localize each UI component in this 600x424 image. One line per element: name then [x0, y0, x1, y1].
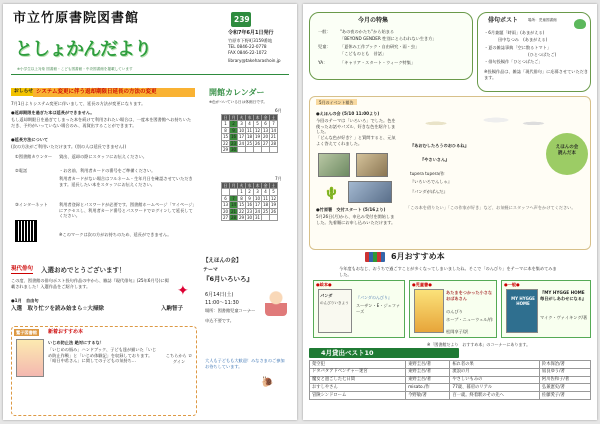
ranking-book-author: 今野敏/著: [406, 392, 450, 400]
general-book-author: マイク・ヴァイキング/著: [540, 315, 588, 320]
calendar-weekday: 金: [263, 115, 268, 120]
ranking-book-author: 東野圭吾/著: [406, 368, 450, 376]
table-row: [310, 392, 591, 400]
haiku-item: ・俳句投稿作「ひとつばたご」: [484, 59, 543, 64]
calendar-day: 7: [270, 121, 278, 127]
childrens-book-sub: のんびり: [446, 309, 463, 314]
ehon-theme-label: テーマ: [203, 267, 219, 273]
calendar-weekday: 金: [263, 183, 268, 188]
ranking-book-author: 鈴木保冶/著: [539, 361, 590, 369]
event-book: 『パンダがぱんだ』: [410, 189, 448, 194]
calendar-day: 13: [222, 202, 229, 208]
calendar-day: 4: [246, 121, 254, 127]
table-row: [310, 361, 591, 369]
notice-sub2: ●延長方法について: [11, 137, 49, 142]
calendar-day: 9: [246, 195, 254, 201]
calendar-day: 23: [230, 140, 237, 146]
feature-row-label: 一般：: [318, 29, 331, 34]
osusume-corner-note: ※「図書館だより おすすめ本」のコーナーにあります。: [427, 342, 531, 347]
calendar-weekday: 土: [271, 115, 276, 120]
frog-icon: [574, 19, 586, 29]
ranking-table: [309, 360, 591, 400]
haiku-item-note: ※投稿作品は、雑誌「現代俳句」に応募させていただきます。: [484, 69, 589, 80]
library-logo-text: としょかんだより: [15, 39, 151, 60]
event-book: 『あおむしたろうのおひるね』: [410, 143, 469, 148]
haiku-body: この度、図書館の俳句ポスト投句作品の中から、雑誌『現代俳句』(25年6月号)に掲載されました！入選作品をご紹介します。: [11, 278, 169, 289]
calendar-day: 9: [230, 127, 238, 133]
calendar-day: 22: [238, 208, 245, 214]
notice-sub2-note: (次の方法がご利用いただけます。(別の人は延長できません)): [11, 144, 127, 149]
ranking-table-wrap: [309, 360, 591, 400]
calendar-day: [254, 146, 262, 152]
calendar-day: [238, 146, 246, 152]
calendar-day: 2: [230, 121, 238, 127]
qr-code[interactable]: [15, 220, 37, 242]
event-body-1: 今回のテーマは「いろいろ」でした。色を使ったお話やパズル、好きな色を紹介しました。: [316, 118, 396, 135]
ehon-read-callout-text: えほんの会 読んだ本: [555, 145, 583, 157]
calendar-day: 28: [230, 214, 237, 220]
calendar-day: 31: [254, 214, 261, 220]
calendar-day: 19: [254, 134, 261, 140]
event-tag: 5月のイベント報告: [316, 99, 357, 105]
animal-illustration: [406, 103, 556, 137]
ehon-note: 申込不要です。: [205, 318, 234, 323]
ranking-heading-bar: [309, 348, 459, 358]
calendar-day: 1: [222, 121, 230, 127]
calendar-day: 1: [238, 189, 246, 195]
kids-book-title: いじめ防止法 絶対にするな！: [48, 340, 104, 345]
general-book-card: [501, 280, 591, 338]
haiku-heading: 入選おめでとうございます！: [41, 266, 126, 274]
picture-book-tag: ●絵本●: [316, 282, 332, 287]
ehon-read-callout: [546, 133, 588, 175]
party-popper-icon: ✦: [177, 283, 189, 299]
calendar-weekday: 土: [271, 183, 276, 188]
calendar-day: 16: [246, 202, 253, 208]
calendar-weekday: 木: [255, 183, 260, 188]
calendar-day: 19: [270, 202, 277, 208]
calendar-day: [246, 146, 254, 152]
calendar-day: [270, 146, 278, 152]
calendar-day: 27: [222, 214, 229, 220]
ehon-theme: 『6月いろいろ』: [203, 275, 254, 283]
general-book-tag: ●一般●: [504, 282, 520, 287]
calendar-weekday: 日: [223, 183, 228, 188]
childrens-book-card: [409, 280, 497, 338]
library-tel: TEL 0846-22-0778: [228, 44, 267, 49]
calendar-day: 2: [246, 189, 254, 195]
calendar-weekday: 月: [231, 115, 236, 120]
picture-book-card: [313, 280, 405, 338]
haiku-post-section: [477, 12, 591, 92]
kids-book-text: 「いじめの悩み」ハンドブック、子ども達が描いた「いじめ防止作戦」と「いじめ体験記」を収録しております。「暗日中希さん」に関しての子どもの気持ち…: [48, 347, 157, 364]
haiku-post-heading: 俳句ポスト: [488, 17, 519, 24]
calendar-day: 6: [262, 121, 270, 127]
calendar-day: 25: [262, 208, 269, 214]
ranking-book-author: 東野圭吾/著: [406, 376, 450, 384]
calendar-day: 23: [246, 208, 253, 214]
calendar-day: 7: [230, 195, 238, 201]
calendar-day: 14: [270, 127, 277, 133]
method-text: 利用者登録とパスワードが必要です。図書館ホームページ「マイページ」にアクセスし、利用者カード番号とパスワードでログインして延長してください。: [59, 202, 195, 219]
calendar-month-july: 7月: [275, 176, 282, 181]
feature-row-text: 「BEYOND GENDER 性別にとらわれない生き方」: [340, 36, 437, 41]
calendar-day: 20: [262, 134, 269, 140]
event-invite: 「この本を借りたい」「この作家が好き」など、お気軽にスタッフへ声をかけてください。: [406, 205, 576, 210]
general-book-sub: 『MY HYGGE HOME 毎日がしあわせになる』: [540, 290, 587, 301]
ehon-place: 場所：図書館児童コーナー: [205, 308, 256, 313]
haiku-item-author: (ひとつばたご): [528, 52, 557, 57]
notice-sub1: ●返却期限を過ぎた本は延長ができません。: [11, 110, 95, 115]
ranking-book-title: おすしやさん: [310, 384, 406, 392]
calendar-day: 11: [246, 127, 253, 133]
ranking-book-title: やさしいもみの: [450, 376, 540, 384]
osusume-heading: 6月おすすめ本: [391, 252, 445, 261]
calendar-day: 14: [230, 202, 237, 208]
feature-row-label: 児童：: [318, 44, 331, 49]
issue-badge: [231, 12, 251, 27]
haiku-item: ・夏の雑誌事典「空に散るトマト」: [484, 45, 552, 50]
method-label: ③インターネット: [15, 202, 48, 207]
ehon-section: [203, 258, 291, 398]
osusume-intro: 今年度もおなじ、おうちで過ごすことが多くなってしまいましたね。そこで「のんびり」をテーマに本を集めてみました。: [339, 266, 557, 277]
books-icon: [365, 252, 385, 262]
child-illustration: [265, 290, 287, 316]
haiku-rank: ●1月 自由句: [11, 298, 39, 303]
feature-row-text: "あの夜のかたち"から始まる: [340, 29, 395, 34]
event-book: 『いろいろでんしゃ』: [410, 179, 452, 184]
method-label: ②電話: [15, 168, 28, 173]
calendar-day: 29: [222, 146, 229, 152]
library-email: library@takeharashoin.jp: [228, 58, 281, 63]
calendar-weekday: 水: [247, 183, 252, 188]
calendar-weekday: 水: [247, 115, 252, 120]
haiku-entry: 入選 取り忙ツを読み始まら☆大掃除: [11, 306, 104, 312]
general-book-cover-title: MY HYGGE HOME: [511, 296, 535, 307]
method-text: ・お名前、利用者カードの番号をご準備ください。: [59, 168, 156, 173]
calendar-day: 28: [270, 140, 277, 146]
header-divider: [11, 74, 289, 75]
general-book-cover: [506, 289, 538, 333]
table-row: [310, 384, 591, 392]
calendar-day: 12: [254, 127, 261, 133]
table-row: [310, 376, 591, 384]
kids-read-link[interactable]: こちらから ログイン: [165, 353, 193, 364]
calendar-day: [262, 146, 270, 152]
calendar-day: 29: [238, 214, 245, 220]
calendar-day: 3: [238, 121, 246, 127]
feature-row-text: 「こどものとも 昔話」: [340, 51, 387, 56]
feature-heading: 今月の特集: [358, 17, 389, 24]
ehon-heading: 【えほんの会】: [203, 258, 242, 264]
calendar-day: 22: [222, 140, 229, 146]
calendar-week-row: [222, 146, 278, 152]
cactus-icon: 🌵: [324, 186, 339, 200]
newsletter-left-page: [3, 4, 297, 420]
calendar-day: 5: [254, 121, 262, 127]
kids-section: [11, 326, 197, 416]
method-text: 貸出、返却の際にスタッフにお伝えください。: [59, 154, 147, 159]
event-title-3: ●竹原署 交付スタート (5/16より): [316, 207, 386, 212]
notice-headline: システム変更に伴う返却期限日延長の方法の変更: [33, 88, 195, 97]
calendar-weekday: 月: [231, 183, 236, 188]
calendar-week-row: [222, 214, 278, 220]
calendar-day: 30: [230, 146, 237, 152]
haiku-post-place: 場所：児童図書館: [528, 18, 557, 22]
notice-tag: おしらせ: [11, 88, 36, 96]
feature-row-label: YA：: [318, 60, 328, 65]
calendar-day: 10: [254, 195, 261, 201]
method-text: 利用者カードがない場合はフルネーム・生年月日を確認させていただきます。延長したい本をスタッフにお伝えください。: [59, 176, 193, 187]
picture-book-author: 『パンダのんびり』: [356, 295, 392, 300]
calendar-day: 4: [262, 189, 270, 195]
calendar-day: 17: [238, 134, 245, 140]
ranking-book-title: ドタバタアドベンチャー迷宮: [310, 368, 406, 376]
picture-book-extra: スーザン・E・ジェファーズ: [356, 303, 401, 314]
ranking-book-title: 77歳、暮府のリアル: [450, 384, 540, 392]
calendar-month-june: 6月: [275, 108, 282, 113]
calendar-day: 8: [222, 127, 230, 133]
haiku-tag: 現代俳句: [11, 266, 33, 274]
newsletter-right-page: [303, 4, 597, 420]
calendar-day: 12: [270, 195, 277, 201]
method-label: ①図書館カウンター: [15, 154, 53, 159]
calendar-day: 26: [270, 208, 277, 214]
kids-tag: 鷺子図書館: [16, 329, 37, 335]
ehon-invite: 大人も子どもも大歓迎！みなさまのご参加お待ちしています。: [205, 358, 285, 369]
calendar-weekday: 日: [223, 115, 228, 120]
ranking-book-title: 冒険シンドローム: [310, 392, 406, 400]
event-title-1: ●えほんの会 (5/10 11:00より): [316, 111, 380, 116]
calendar-day: 27: [262, 140, 269, 146]
event-body-3: 5月26日(月)から、申込み受付を開始しました。先着順にお申し込みいただけます。: [316, 214, 396, 225]
picture-book-sub: のんびりいきよう: [320, 301, 349, 305]
calendar-day: 21: [230, 208, 237, 214]
event-photo: [348, 181, 392, 203]
calendar-day: 21: [270, 134, 277, 140]
calendar-day: 24: [254, 208, 261, 214]
calendar-day: 11: [262, 195, 269, 201]
haiku-item: 田中なつみ (あまがえる): [498, 37, 548, 42]
calendar-day: 13: [262, 127, 269, 133]
calendar-day: 26: [254, 140, 261, 146]
issue-date: 令和7年6月1日発行: [228, 30, 274, 36]
calendar-day: 24: [238, 140, 245, 146]
event-photo: [356, 153, 388, 177]
library-address: 竹原市下野町3159番地: [228, 38, 273, 43]
childrens-book-tag: ●児童書●: [412, 282, 432, 287]
ranking-book-title: 百一歳。終着駅のその先へ: [450, 392, 540, 400]
notice-body: 7月1日よりシステム変更に伴いまして、延長の方法が変更になります。: [11, 101, 146, 106]
library-fax: FAX 0846-22-1072: [228, 50, 267, 55]
event-section: [309, 96, 591, 250]
calendar-day: [270, 214, 278, 220]
childrens-book-cover: [414, 289, 444, 333]
ranking-book-title: 柘れ者の果: [450, 361, 540, 369]
ehon-date: 6月14日(土): [205, 292, 234, 298]
calendar-day: 15: [222, 134, 229, 140]
calendar-july: [221, 182, 278, 221]
osusume-section: [309, 252, 591, 340]
event-photo: [318, 153, 350, 177]
haiku-item: ・6月兼題「時雨」(あまがえる): [484, 30, 545, 35]
feature-row-text: 「キャリア・スタート・ウィーク特集」: [340, 60, 416, 65]
ranking-book-author: 東野圭吾/著: [406, 361, 450, 369]
qr-caption: ※このマークは次の方がお持ちのため、延長ができません。: [59, 232, 172, 237]
calendar-day: 6: [222, 195, 230, 201]
calendar-title: 開館カレンダー: [209, 88, 265, 97]
event-book: 『やさいさん』: [420, 157, 450, 162]
childrens-book-author: ホープ・ニューウェル/作: [446, 317, 494, 322]
kids-heading: 新着おすすめ本: [48, 329, 84, 335]
childrens-book-title: あたまをつかった小さなおばあさん: [446, 290, 493, 301]
ranking-book-author: 佐藤愛子/著: [539, 392, 590, 400]
calendar-day: 18: [246, 134, 253, 140]
notice-section: [11, 88, 197, 262]
kids-book-cover: [16, 339, 44, 377]
calendar-day: 3: [254, 189, 262, 195]
library-name: 市立竹原書院図書館: [13, 11, 140, 26]
calendar-day: 17: [254, 202, 261, 208]
ranking-book-author: misato./作: [406, 384, 450, 392]
issue-number: 239: [234, 15, 250, 24]
haiku-author: 入駒智子: [161, 306, 184, 312]
calendar-day: 25: [246, 140, 253, 146]
ranking-book-title: 魔女と過ごした七日間: [310, 376, 406, 384]
childrens-book-extra: 松岡享子/訳: [446, 329, 469, 334]
calendar-day: [262, 214, 270, 220]
feature-row-text: 「夏休み工作ブック・自由研究・雨・虫」: [340, 44, 420, 49]
ranking-book-author: 阿川佐和子/著: [539, 376, 590, 384]
ranking-book-title: 架空犯: [310, 361, 406, 369]
calendar-day: 30: [246, 214, 253, 220]
calendar-weekday: 木: [255, 115, 260, 120]
calendar-weekday: 火: [239, 115, 244, 120]
event-body-1b: 「どんな色が好き？」と質問すると、元気よく答えてくれました。: [316, 135, 396, 146]
calendar-day: 20: [222, 208, 229, 214]
ranking-book-author: 凪良ゆう/著: [539, 368, 590, 376]
feature-section: [309, 12, 473, 80]
header-subnote: ※小学生以上対象 図書館・こども図書館・中央図書館を掲載しています: [17, 67, 133, 71]
calendar-day: 15: [238, 202, 245, 208]
notice-sub1-body: もし返却期限日を過ぎてしまった本を続けて利用されたい場合は、一度本を図書館へお持ちいただき、予約がいっていない場合のみ、再貸出することができます。: [11, 117, 192, 128]
snail-icon: 🐌: [261, 377, 274, 388]
ranking-heading: 4月貸出ベスト10: [321, 349, 374, 357]
calendar-note: ※色がついている日は休館日です。: [209, 100, 268, 104]
calendar-day: 8: [238, 195, 246, 201]
ehon-time: 11:00～11:30: [205, 300, 239, 306]
calendar-day: 16: [230, 134, 237, 140]
calendar-weekday: 火: [239, 183, 244, 188]
calendar-day: 10: [238, 127, 245, 133]
event-book: tupera tupera/作: [410, 171, 445, 176]
calendar-june: [221, 114, 278, 153]
picture-book-title: パンダ: [320, 293, 333, 298]
calendar-day: 5: [270, 189, 278, 195]
ranking-book-author: 弘兼憲史/著: [539, 384, 590, 392]
ranking-book-title: 流浪の月: [450, 368, 540, 376]
calendar-day: 18: [262, 202, 269, 208]
table-row: [310, 368, 591, 376]
